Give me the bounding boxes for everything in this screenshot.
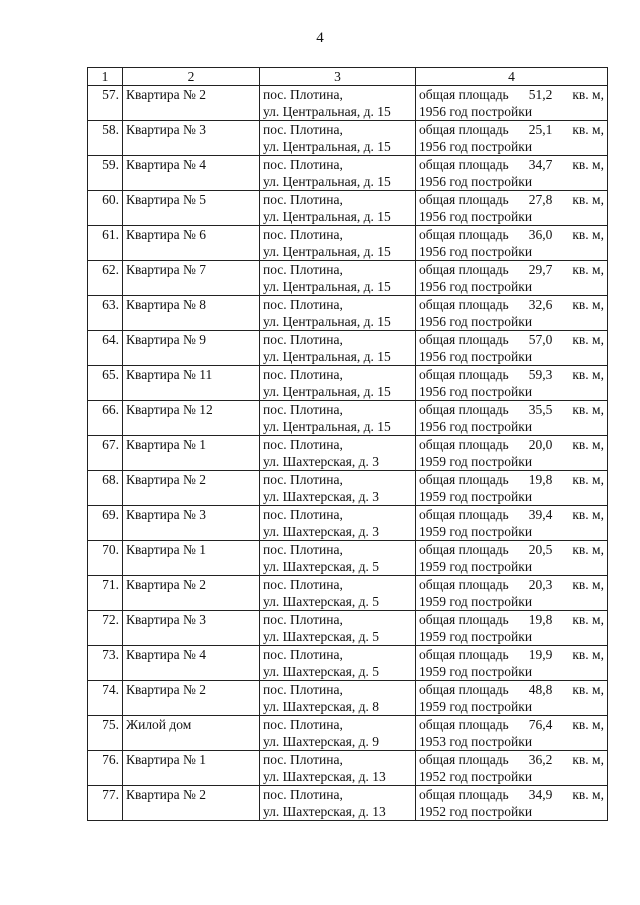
table-row [88,681,608,716]
construction-year: 1956 год постройки [419,349,533,364]
area-prefix: общая площадь [419,87,509,102]
property-address [260,751,416,786]
area-line [419,331,604,348]
area-value: 76,4 [528,717,553,732]
property-description [416,576,608,611]
table-row [88,751,608,786]
property-description [416,331,608,366]
area-line [419,541,604,558]
property-name: Квартира № 1 [123,436,260,471]
area-line [419,611,604,628]
address-settlement: пос. Плотина, [263,682,343,697]
property-description [416,226,608,261]
page-number: 4 [316,30,324,46]
area-value: 39,4 [528,507,553,522]
area-unit: кв. м, [572,297,604,312]
address-street: ул. Шахтерская, д. 3 [263,454,379,469]
property-address [260,681,416,716]
row-number: 62. [88,261,123,296]
area-value: 35,5 [528,402,553,417]
address-street: ул. Центральная, д. 15 [263,349,391,364]
address-settlement: пос. Плотина, [263,437,343,452]
row-number: 75. [88,716,123,751]
area-value: 51,2 [528,87,553,102]
property-address [260,471,416,506]
row-number: 65. [88,366,123,401]
property-table [87,67,608,821]
area-unit: кв. м, [572,717,604,732]
table-row [88,86,608,121]
table-row [88,611,608,646]
row-number: 58. [88,121,123,156]
area-line [419,366,604,383]
area-value: 34,9 [528,787,553,802]
address-settlement: пос. Плотина, [263,297,343,312]
area-line [419,86,604,103]
area-prefix: общая площадь [419,682,509,697]
property-description [416,541,608,576]
table-row [88,296,608,331]
table-row [88,191,608,226]
area-unit: кв. м, [572,472,604,487]
area-line [419,226,604,243]
construction-year: 1959 год постройки [419,454,533,469]
address-street: ул. Шахтерская, д. 3 [263,489,379,504]
property-address [260,611,416,646]
area-unit: кв. м, [572,752,604,767]
property-name: Квартира № 3 [123,506,260,541]
address-settlement: пос. Плотина, [263,402,343,417]
property-name: Квартира № 3 [123,121,260,156]
area-line [419,191,604,208]
table-row [88,261,608,296]
property-description [416,436,608,471]
area-line [419,786,604,803]
property-address [260,541,416,576]
area-prefix: общая площадь [419,647,509,662]
address-street: ул. Центральная, д. 15 [263,174,391,189]
address-street: ул. Центральная, д. 15 [263,139,391,154]
property-address [260,646,416,681]
area-unit: кв. м, [572,612,604,627]
area-unit: кв. м, [572,542,604,557]
area-prefix: общая площадь [419,297,509,312]
address-street: ул. Центральная, д. 15 [263,104,391,119]
area-line [419,646,604,663]
row-number: 69. [88,506,123,541]
area-value: 36,2 [528,752,553,767]
area-prefix: общая площадь [419,332,509,347]
property-description [416,611,608,646]
area-prefix: общая площадь [419,367,509,382]
construction-year: 1956 год постройки [419,139,533,154]
address-street: ул. Центральная, д. 15 [263,244,391,259]
row-number: 57. [88,86,123,121]
table-body [88,86,608,821]
address-settlement: пос. Плотина, [263,717,343,732]
address-street: ул. Шахтерская, д. 5 [263,594,379,609]
row-number: 64. [88,331,123,366]
area-value: 36,0 [528,227,553,242]
area-unit: кв. м, [572,367,604,382]
property-name: Квартира № 3 [123,611,260,646]
construction-year: 1956 год постройки [419,419,533,434]
construction-year: 1959 год постройки [419,559,533,574]
property-description [416,296,608,331]
property-name: Квартира № 2 [123,471,260,506]
table-row [88,436,608,471]
property-address [260,121,416,156]
property-name: Квартира № 8 [123,296,260,331]
property-address [260,716,416,751]
property-address [260,86,416,121]
address-settlement: пос. Плотина, [263,367,343,382]
address-street: ул. Центральная, д. 15 [263,279,391,294]
construction-year: 1959 год постройки [419,524,533,539]
table-row [88,401,608,436]
area-unit: кв. м, [572,87,604,102]
property-description [416,751,608,786]
row-number: 63. [88,296,123,331]
row-number: 61. [88,226,123,261]
address-street: ул. Шахтерская, д. 13 [263,804,386,819]
area-prefix: общая площадь [419,227,509,242]
address-settlement: пос. Плотина, [263,87,343,102]
address-street: ул. Шахтерская, д. 13 [263,769,386,784]
address-settlement: пос. Плотина, [263,577,343,592]
address-street: ул. Центральная, д. 15 [263,314,391,329]
area-prefix: общая площадь [419,122,509,137]
row-number: 71. [88,576,123,611]
area-line [419,681,604,698]
property-name: Квартира № 1 [123,751,260,786]
area-unit: кв. м, [572,227,604,242]
address-street: ул. Шахтерская, д. 5 [263,559,379,574]
property-description [416,156,608,191]
property-name: Квартира № 7 [123,261,260,296]
area-value: 19,8 [528,472,553,487]
area-value: 34,7 [528,157,553,172]
property-address [260,226,416,261]
area-unit: кв. м, [572,262,604,277]
property-description [416,401,608,436]
area-prefix: общая площадь [419,717,509,732]
construction-year: 1952 год постройки [419,769,533,784]
area-prefix: общая площадь [419,752,509,767]
address-street: ул. Шахтерская, д. 5 [263,664,379,679]
table-row [88,366,608,401]
address-settlement: пос. Плотина, [263,542,343,557]
area-value: 19,9 [528,647,553,662]
table-header-row [88,68,608,86]
area-line [419,156,604,173]
construction-year: 1952 год постройки [419,804,533,819]
table-row [88,471,608,506]
row-number: 74. [88,681,123,716]
property-address [260,156,416,191]
area-unit: кв. м, [572,157,604,172]
area-value: 20,3 [528,577,553,592]
property-address [260,331,416,366]
construction-year: 1956 год постройки [419,384,533,399]
property-name: Квартира № 12 [123,401,260,436]
table-row [88,576,608,611]
address-street: ул. Шахтерская, д. 5 [263,629,379,644]
property-description [416,121,608,156]
row-number: 60. [88,191,123,226]
property-description [416,506,608,541]
construction-year: 1959 год постройки [419,594,533,609]
row-number: 66. [88,401,123,436]
area-value: 20,5 [528,542,553,557]
property-name: Жилой дом [123,716,260,751]
property-description [416,681,608,716]
property-address [260,436,416,471]
property-description [416,646,608,681]
area-value: 27,8 [528,192,553,207]
area-unit: кв. м, [572,647,604,662]
area-line [419,296,604,313]
property-description [416,786,608,821]
property-description [416,86,608,121]
address-settlement: пос. Плотина, [263,752,343,767]
construction-year: 1956 год постройки [419,104,533,119]
property-address [260,506,416,541]
address-settlement: пос. Плотина, [263,787,343,802]
property-name: Квартира № 6 [123,226,260,261]
property-description [416,716,608,751]
property-address [260,401,416,436]
column-header: 2 [123,68,260,86]
address-street: ул. Центральная, д. 15 [263,384,391,399]
property-name: Квартира № 1 [123,541,260,576]
column-header: 3 [260,68,416,86]
property-name: Квартира № 4 [123,156,260,191]
table-row [88,716,608,751]
row-number: 59. [88,156,123,191]
address-street: ул. Шахтерская, д. 3 [263,524,379,539]
address-street: ул. Шахтерская, д. 9 [263,734,379,749]
area-line [419,751,604,768]
area-prefix: общая площадь [419,402,509,417]
area-unit: кв. м, [572,507,604,522]
area-prefix: общая площадь [419,472,509,487]
property-name: Квартира № 4 [123,646,260,681]
column-header: 1 [88,68,123,86]
area-line [419,506,604,523]
construction-year: 1959 год постройки [419,489,533,504]
column-header: 4 [416,68,608,86]
construction-year: 1956 год постройки [419,279,533,294]
area-prefix: общая площадь [419,612,509,627]
construction-year: 1953 год постройки [419,734,533,749]
area-value: 59,3 [528,367,553,382]
table-row [88,331,608,366]
table-row [88,226,608,261]
address-settlement: пос. Плотина, [263,122,343,137]
area-line [419,716,604,733]
area-unit: кв. м, [572,192,604,207]
address-settlement: пос. Плотина, [263,157,343,172]
property-name: Квартира № 9 [123,331,260,366]
area-line [419,436,604,453]
property-description [416,366,608,401]
area-unit: кв. м, [572,332,604,347]
table-row [88,156,608,191]
area-prefix: общая площадь [419,192,509,207]
area-line [419,401,604,418]
row-number: 73. [88,646,123,681]
area-value: 48,8 [528,682,553,697]
area-unit: кв. м, [572,402,604,417]
row-number: 70. [88,541,123,576]
table-row [88,646,608,681]
construction-year: 1956 год постройки [419,244,533,259]
row-number: 72. [88,611,123,646]
area-unit: кв. м, [572,787,604,802]
address-settlement: пос. Плотина, [263,262,343,277]
area-line [419,261,604,278]
address-settlement: пос. Плотина, [263,227,343,242]
property-name: Квартира № 11 [123,366,260,401]
area-value: 57,0 [528,332,553,347]
area-prefix: общая площадь [419,437,509,452]
property-address [260,576,416,611]
area-prefix: общая площадь [419,787,509,802]
table-row [88,121,608,156]
address-street: ул. Центральная, д. 15 [263,209,391,224]
construction-year: 1956 год постройки [419,174,533,189]
row-number: 68. [88,471,123,506]
area-value: 32,6 [528,297,553,312]
area-prefix: общая площадь [419,507,509,522]
address-settlement: пос. Плотина, [263,472,343,487]
area-prefix: общая площадь [419,577,509,592]
property-description [416,191,608,226]
construction-year: 1956 год постройки [419,314,533,329]
property-name: Квартира № 2 [123,786,260,821]
area-unit: кв. м, [572,577,604,592]
address-settlement: пос. Плотина, [263,647,343,662]
area-line [419,576,604,593]
property-name: Квартира № 2 [123,86,260,121]
property-address [260,786,416,821]
address-settlement: пос. Плотина, [263,332,343,347]
property-name: Квартира № 2 [123,576,260,611]
property-description [416,471,608,506]
area-line [419,121,604,138]
area-unit: кв. м, [572,437,604,452]
area-line [419,471,604,488]
table-row [88,506,608,541]
area-prefix: общая площадь [419,542,509,557]
construction-year: 1959 год постройки [419,699,533,714]
table-row [88,786,608,821]
property-address [260,366,416,401]
address-street: ул. Шахтерская, д. 8 [263,699,379,714]
area-unit: кв. м, [572,122,604,137]
construction-year: 1956 год постройки [419,209,533,224]
property-address [260,261,416,296]
construction-year: 1959 год постройки [419,664,533,679]
property-description [416,261,608,296]
row-number: 77. [88,786,123,821]
area-prefix: общая площадь [419,157,509,172]
area-value: 20,0 [528,437,553,452]
address-street: ул. Центральная, д. 15 [263,419,391,434]
property-address [260,296,416,331]
row-number: 67. [88,436,123,471]
property-name: Квартира № 5 [123,191,260,226]
area-value: 25,1 [528,122,553,137]
row-number: 76. [88,751,123,786]
table-row [88,541,608,576]
address-settlement: пос. Плотина, [263,612,343,627]
address-settlement: пос. Плотина, [263,507,343,522]
area-unit: кв. м, [572,682,604,697]
address-settlement: пос. Плотина, [263,192,343,207]
property-name: Квартира № 2 [123,681,260,716]
area-prefix: общая площадь [419,262,509,277]
property-address [260,191,416,226]
area-value: 19,8 [528,612,553,627]
area-value: 29,7 [528,262,553,277]
construction-year: 1959 год постройки [419,629,533,644]
